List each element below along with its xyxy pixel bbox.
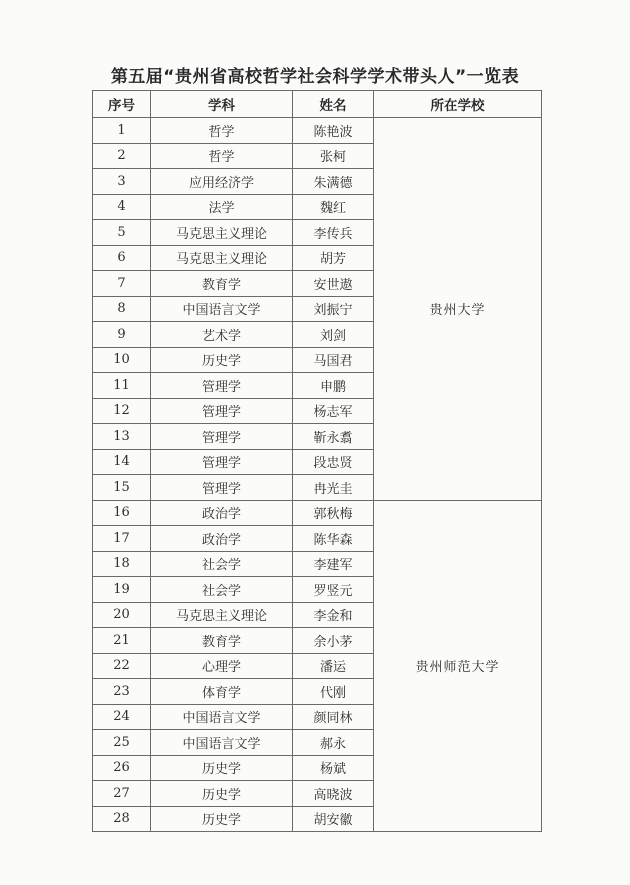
row-index: 16 <box>93 500 151 526</box>
row-index: 19 <box>93 577 151 603</box>
row-index: 17 <box>93 526 151 552</box>
page-title: 第五届“贵州省高校哲学社会科学学术带头人”一览表 <box>110 67 520 87</box>
row-subject: 管理学 <box>151 373 293 399</box>
header-school: 所在学校 <box>374 91 542 118</box>
row-index: 11 <box>93 373 151 399</box>
school-cell: 贵州大学 <box>374 118 542 501</box>
row-subject: 社会学 <box>151 577 293 603</box>
row-subject: 中国语言文学 <box>151 296 293 322</box>
header-subject: 学科 <box>151 91 293 118</box>
row-subject: 管理学 <box>151 424 293 450</box>
row-subject: 社会学 <box>151 551 293 577</box>
row-subject: 哲学 <box>151 143 293 169</box>
row-index: 8 <box>93 296 151 322</box>
roster-table <box>92 90 542 832</box>
row-subject: 管理学 <box>151 449 293 475</box>
row-name: 段忠贤 <box>293 449 374 475</box>
row-index: 1 <box>93 118 151 144</box>
row-index: 4 <box>93 194 151 220</box>
row-index: 28 <box>93 806 151 832</box>
row-name: 郝永 <box>293 730 374 756</box>
row-name: 杨斌 <box>293 755 374 781</box>
row-name: 刘振宁 <box>293 296 374 322</box>
row-name: 张柯 <box>293 143 374 169</box>
row-subject: 历史学 <box>151 755 293 781</box>
row-index: 12 <box>93 398 151 424</box>
row-subject: 管理学 <box>151 475 293 501</box>
row-name: 代刚 <box>293 679 374 705</box>
header-index: 序号 <box>93 91 151 118</box>
row-index: 2 <box>93 143 151 169</box>
row-name: 陈华森 <box>293 526 374 552</box>
row-subject: 历史学 <box>151 781 293 807</box>
row-name: 罗竖元 <box>293 577 374 603</box>
row-name: 李金和 <box>293 602 374 628</box>
row-name: 刘剑 <box>293 322 374 348</box>
row-subject: 中国语言文学 <box>151 730 293 756</box>
row-name: 靳永翥 <box>293 424 374 450</box>
row-index: 22 <box>93 653 151 679</box>
row-name: 陈艳波 <box>293 118 374 144</box>
header-name: 姓名 <box>293 91 374 118</box>
row-subject: 管理学 <box>151 398 293 424</box>
row-index: 3 <box>93 169 151 195</box>
row-name: 杨志军 <box>293 398 374 424</box>
row-name: 申鹏 <box>293 373 374 399</box>
header-row <box>93 91 542 118</box>
row-index: 6 <box>93 245 151 271</box>
row-index: 18 <box>93 551 151 577</box>
row-index: 9 <box>93 322 151 348</box>
row-name: 高晓波 <box>293 781 374 807</box>
row-name: 李传兵 <box>293 220 374 246</box>
row-index: 26 <box>93 755 151 781</box>
school-cell: 贵州师范大学 <box>374 500 542 832</box>
row-name: 马国君 <box>293 347 374 373</box>
row-name: 颜同林 <box>293 704 374 730</box>
table-row <box>93 118 542 144</box>
row-index: 21 <box>93 628 151 654</box>
row-index: 27 <box>93 781 151 807</box>
row-name: 余小茅 <box>293 628 374 654</box>
row-subject: 政治学 <box>151 526 293 552</box>
row-name: 魏红 <box>293 194 374 220</box>
row-name: 朱满德 <box>293 169 374 195</box>
row-index: 25 <box>93 730 151 756</box>
row-subject: 马克思主义理论 <box>151 245 293 271</box>
row-subject: 应用经济学 <box>151 169 293 195</box>
row-subject: 哲学 <box>151 118 293 144</box>
row-index: 15 <box>93 475 151 501</box>
row-name: 胡安徽 <box>293 806 374 832</box>
row-subject: 艺术学 <box>151 322 293 348</box>
row-subject: 心理学 <box>151 653 293 679</box>
row-index: 23 <box>93 679 151 705</box>
row-subject: 马克思主义理论 <box>151 602 293 628</box>
row-index: 14 <box>93 449 151 475</box>
row-subject: 历史学 <box>151 806 293 832</box>
row-subject: 中国语言文学 <box>151 704 293 730</box>
row-subject: 体育学 <box>151 679 293 705</box>
row-index: 5 <box>93 220 151 246</box>
row-name: 郭秋梅 <box>293 500 374 526</box>
row-index: 20 <box>93 602 151 628</box>
row-subject: 历史学 <box>151 347 293 373</box>
row-subject: 法学 <box>151 194 293 220</box>
row-subject: 政治学 <box>151 500 293 526</box>
row-name: 冉光圭 <box>293 475 374 501</box>
table-body <box>93 118 542 832</box>
row-index: 7 <box>93 271 151 297</box>
row-index: 10 <box>93 347 151 373</box>
row-subject: 教育学 <box>151 271 293 297</box>
row-name: 潘运 <box>293 653 374 679</box>
row-index: 13 <box>93 424 151 450</box>
row-index: 24 <box>93 704 151 730</box>
row-name: 安世遨 <box>293 271 374 297</box>
row-name: 李建军 <box>293 551 374 577</box>
table-row <box>93 500 542 526</box>
row-name: 胡芳 <box>293 245 374 271</box>
row-subject: 教育学 <box>151 628 293 654</box>
row-subject: 马克思主义理论 <box>151 220 293 246</box>
